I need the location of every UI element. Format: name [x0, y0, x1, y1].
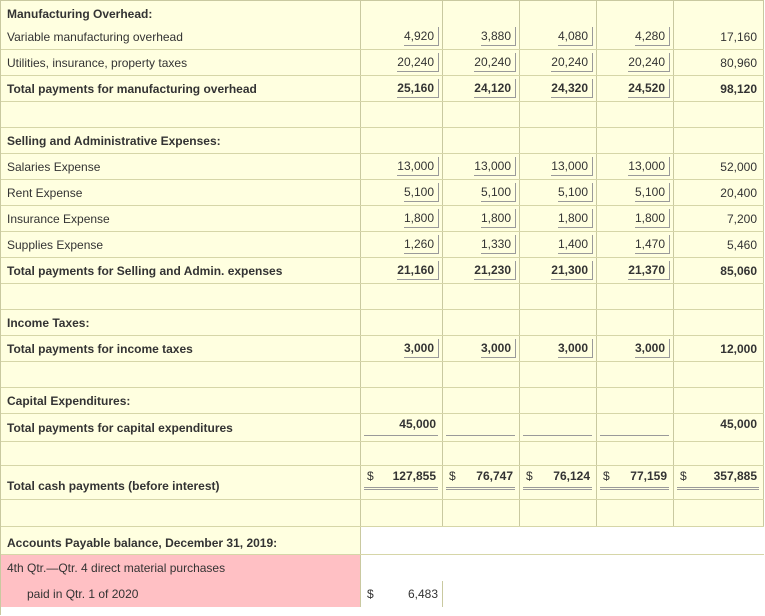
table-row — [1, 50, 764, 76]
ap-line2-row — [1, 581, 764, 607]
capex-total-label: Total payments for capital expenditures — [1, 414, 361, 441]
q2-total[interactable]: 24,120 — [474, 79, 516, 98]
blank-row — [1, 442, 764, 466]
tax-total-row — [1, 336, 764, 362]
ap-line1: 4th Qtr.—Qtr. 4 direct material purchases — [1, 555, 361, 581]
sga-total-row — [1, 258, 764, 284]
year-value: 20,400 — [720, 185, 757, 200]
year-value: 5,460 — [726, 237, 757, 252]
table-row — [1, 24, 764, 50]
year-total: 12,000 — [720, 341, 757, 356]
q3-value[interactable]: 1,800 — [558, 209, 593, 228]
q3-grand-total[interactable]: 76,124 — [553, 469, 590, 483]
q3-value[interactable]: 20,240 — [551, 53, 593, 72]
year-value: 7,200 — [726, 211, 757, 226]
q1-total[interactable]: 21,160 — [397, 261, 439, 280]
sga-header: Selling and Administrative Expenses: — [1, 128, 361, 153]
q3-value[interactable]: 13,000 — [551, 157, 593, 176]
q3-total[interactable] — [520, 414, 597, 441]
tax-header: Income Taxes: — [1, 310, 361, 335]
mfg-total-label: Total payments for manufacturing overhead — [1, 76, 361, 101]
q4-total[interactable] — [597, 414, 674, 441]
q2-value[interactable]: 1,330 — [481, 235, 516, 254]
year-value: 17,160 — [720, 29, 757, 44]
blank-row — [1, 102, 764, 128]
currency-symbol: $ — [526, 469, 533, 483]
q1-total[interactable]: 25,160 — [397, 79, 439, 98]
q3-value[interactable]: 1,400 — [558, 235, 593, 254]
blank-row — [1, 362, 764, 388]
q4-value[interactable]: 13,000 — [628, 157, 670, 176]
ap-line2: paid in Qtr. 1 of 2020 — [1, 581, 361, 607]
year-value: 52,000 — [720, 159, 757, 174]
ap-header-row — [1, 527, 764, 555]
row-label: Utilities, insurance, property taxes — [1, 50, 361, 75]
currency-symbol: $ — [367, 469, 374, 483]
row-label: Rent Expense — [1, 180, 361, 205]
q3-total[interactable]: 24,320 — [551, 79, 593, 98]
q4-value[interactable]: 5,100 — [635, 183, 670, 202]
tax-header-row — [1, 310, 764, 336]
currency-symbol: $ — [367, 587, 374, 601]
q4-grand-total[interactable]: 77,159 — [630, 469, 667, 483]
q1-grand-total[interactable]: 127,855 — [392, 469, 436, 483]
currency-symbol: $ — [449, 469, 456, 483]
capex-header: Capital Expenditures: — [1, 388, 361, 413]
q2-value[interactable]: 13,000 — [474, 157, 516, 176]
ap-line1-row — [1, 555, 764, 581]
blank-row — [1, 284, 764, 310]
grand-total-row — [1, 466, 764, 500]
q2-total[interactable]: 3,000 — [481, 339, 516, 358]
q2-grand-total[interactable]: 76,747 — [476, 469, 513, 483]
ap-value[interactable]: 6,483 — [407, 587, 438, 601]
q2-value[interactable]: 3,880 — [481, 27, 516, 46]
q3-value[interactable]: 5,100 — [558, 183, 593, 202]
q1-total[interactable]: 3,000 — [404, 339, 439, 358]
q4-value[interactable]: 1,470 — [635, 235, 670, 254]
sga-header-row — [1, 128, 764, 154]
currency-symbol: $ — [603, 469, 610, 483]
ap-header: Accounts Payable balance, December 31, 2019: — [1, 527, 361, 554]
mfg-header: Manufacturing Overhead: — [1, 1, 361, 26]
table-row — [1, 180, 764, 206]
q1-value[interactable]: 5,100 — [404, 183, 439, 202]
row-label: Supplies Expense — [1, 232, 361, 257]
q4-value[interactable]: 4,280 — [635, 27, 670, 46]
q1-value[interactable]: 1,800 — [404, 209, 439, 228]
year-total: 85,060 — [720, 263, 757, 278]
year-total: 98,120 — [720, 81, 757, 96]
q1-value[interactable]: 1,260 — [404, 235, 439, 254]
q2-value[interactable]: 20,240 — [474, 53, 516, 72]
year-grand-total: 357,885 — [713, 469, 757, 483]
grand-total-label: Total cash payments (before interest) — [1, 466, 361, 499]
q4-value[interactable]: 1,800 — [635, 209, 670, 228]
q3-total[interactable]: 21,300 — [551, 261, 593, 280]
capex-total-row — [1, 414, 764, 442]
q2-total[interactable]: 21,230 — [474, 261, 516, 280]
q1-value[interactable]: 20,240 — [397, 53, 439, 72]
table-row — [1, 232, 764, 258]
tax-total-label: Total payments for income taxes — [1, 336, 361, 361]
q1-value[interactable]: 13,000 — [397, 157, 439, 176]
q2-value[interactable]: 1,800 — [481, 209, 516, 228]
year-value: 80,960 — [720, 55, 757, 70]
q3-value[interactable]: 4,080 — [558, 27, 593, 46]
currency-symbol: $ — [680, 469, 687, 483]
year-total: 45,000 — [720, 417, 757, 431]
row-label: Salaries Expense — [1, 154, 361, 179]
sga-total-label: Total payments for Selling and Admin. expenses — [1, 258, 361, 283]
q2-total[interactable] — [443, 414, 520, 441]
mfg-total-row — [1, 76, 764, 102]
q4-total[interactable]: 24,520 — [628, 79, 670, 98]
q1-total[interactable]: 45,000 — [399, 417, 436, 431]
table-row — [1, 206, 764, 232]
q3-total[interactable]: 3,000 — [558, 339, 593, 358]
row-label: Variable manufacturing overhead — [1, 24, 361, 49]
q4-total[interactable]: 3,000 — [635, 339, 670, 358]
row-label: Insurance Expense — [1, 206, 361, 231]
q1-value[interactable]: 4,920 — [404, 27, 439, 46]
q4-total[interactable]: 21,370 — [628, 261, 670, 280]
q4-value[interactable]: 20,240 — [628, 53, 670, 72]
q2-value[interactable]: 5,100 — [481, 183, 516, 202]
capex-header-row — [1, 388, 764, 414]
table-row — [1, 154, 764, 180]
blank-row — [1, 500, 764, 527]
